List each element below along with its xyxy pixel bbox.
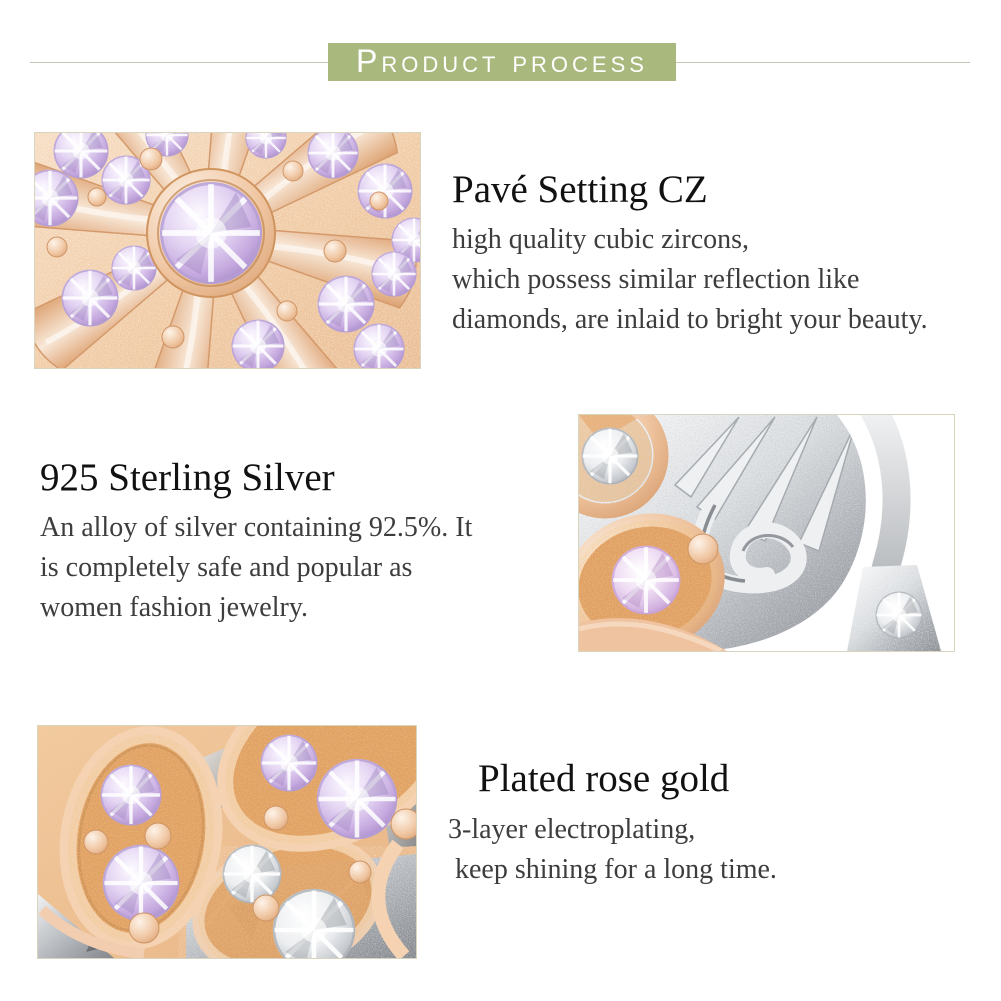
body-pave-setting-cz xyxy=(452,220,928,340)
body-plated-rose-gold xyxy=(448,810,777,890)
body-925-sterling-silver xyxy=(40,508,472,628)
body-line: 3-layer electroplating, xyxy=(448,814,696,845)
body-line: high quality cubic zircons, xyxy=(452,224,750,255)
body-line: women fashion jewelry. xyxy=(40,592,308,623)
rose-gold-flower-graphic xyxy=(35,133,420,368)
body-line: keep shining for a long time. xyxy=(455,854,777,885)
header-badge xyxy=(328,43,676,81)
heading-plated-rose-gold: Plated rose gold xyxy=(478,757,730,800)
silver-bead-graphic xyxy=(579,415,954,651)
heading-pave-setting-cz: Pavé Setting CZ xyxy=(452,168,708,211)
body-line: An alloy of silver containing 92.5%. It xyxy=(40,512,473,543)
photo-rose-gold-petals xyxy=(37,725,417,959)
rose-gold-petals-graphic xyxy=(38,726,416,958)
heading-925-sterling-silver: 925 Sterling Silver xyxy=(40,456,335,499)
body-line: which possess similar reflection like xyxy=(452,264,860,295)
photo-pave-setting-cz xyxy=(34,132,421,369)
body-line: diamonds, are inlaid to bright your beauty. xyxy=(452,304,928,335)
photo-silver-bead xyxy=(578,414,955,652)
page-title: Product process xyxy=(356,42,648,79)
body-line: is completely safe and popular as xyxy=(40,552,413,583)
